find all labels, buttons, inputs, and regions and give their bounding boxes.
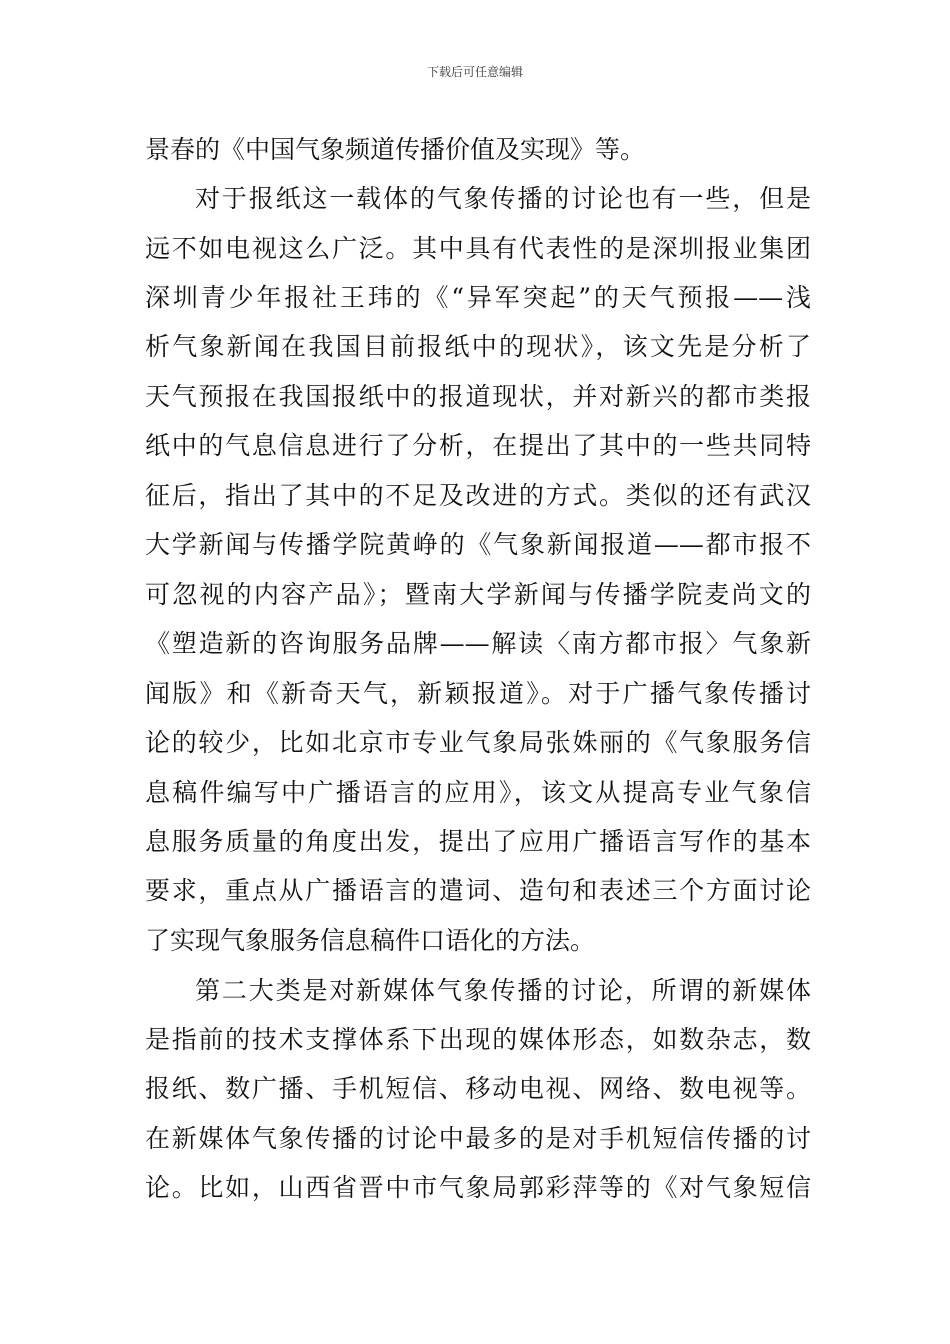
text-line: 报纸、数广播、手机短信、移动电视、网络、数电视等。	[145, 1074, 811, 1103]
text-line: 景春的《中国气象频道传播价值及实现》等。	[145, 135, 646, 164]
text-line: 纸中的气息信息进行了分析，在提出了其中的一些共同特	[145, 431, 811, 460]
text-line: 析气象新闻在我国目前报纸中的现状》，该文先是分析了	[145, 332, 811, 361]
text-line: 在新媒体气象传播的讨论中最多的是对手机短信传播的讨	[145, 1124, 811, 1153]
text-line: 要求，重点从广播语言的遣词、造句和表述三个方面讨论	[145, 876, 811, 905]
text-line: 大学新闻与传播学院黄峥的《气象新闻报道——都市报不	[145, 530, 811, 559]
text-line: 息稿件编写中广播语言的应用》，该文从提高专业气象信	[145, 778, 811, 807]
page-header-note: 下载后可任意编辑	[426, 65, 523, 79]
text-line: 征后，指出了其中的不足及改进的方式。类似的还有武汉	[145, 481, 811, 510]
text-line: 《塑造新的咨询服务品牌——解读〈南方都市报〉气象新	[145, 629, 811, 658]
text-line: 闻版》和《新奇天气，新颖报道》。对于广播气象传播讨	[145, 679, 811, 708]
paragraph-first-line: 对于报纸这一载体的气象传播的讨论也有一些，但是	[195, 184, 811, 213]
text-line: 了实现气象服务信息稿件口语化的方法。	[145, 926, 596, 955]
text-line: 远不如电视这么广泛。其中具有代表性的是深圳报业集团	[145, 234, 811, 263]
text-line: 可忽视的内容产品》；暨南大学新闻与传播学院麦尚文的	[145, 580, 811, 609]
text-line: 天气预报在我国报纸中的报道现状，并对新兴的都市类报	[145, 382, 811, 411]
text-line: 论的较少，比如北京市专业气象局张姝丽的《气象服务信	[145, 728, 811, 757]
text-line: 深圳青少年报社王玮的《“异军突起”的天气预报——浅	[145, 283, 811, 312]
text-line: 息服务质量的角度出发，提出了应用广播语言写作的基本	[145, 827, 811, 856]
text-line: 论。比如，山西省晋中市气象局郭彩萍等的《对气象短信	[145, 1173, 811, 1202]
text-line: 是指前的技术支撑体系下出现的媒体形态，如数杂志，数	[145, 1025, 811, 1054]
paragraph-first-line: 第二大类是对新媒体气象传播的讨论，所谓的新媒体	[195, 976, 811, 1005]
